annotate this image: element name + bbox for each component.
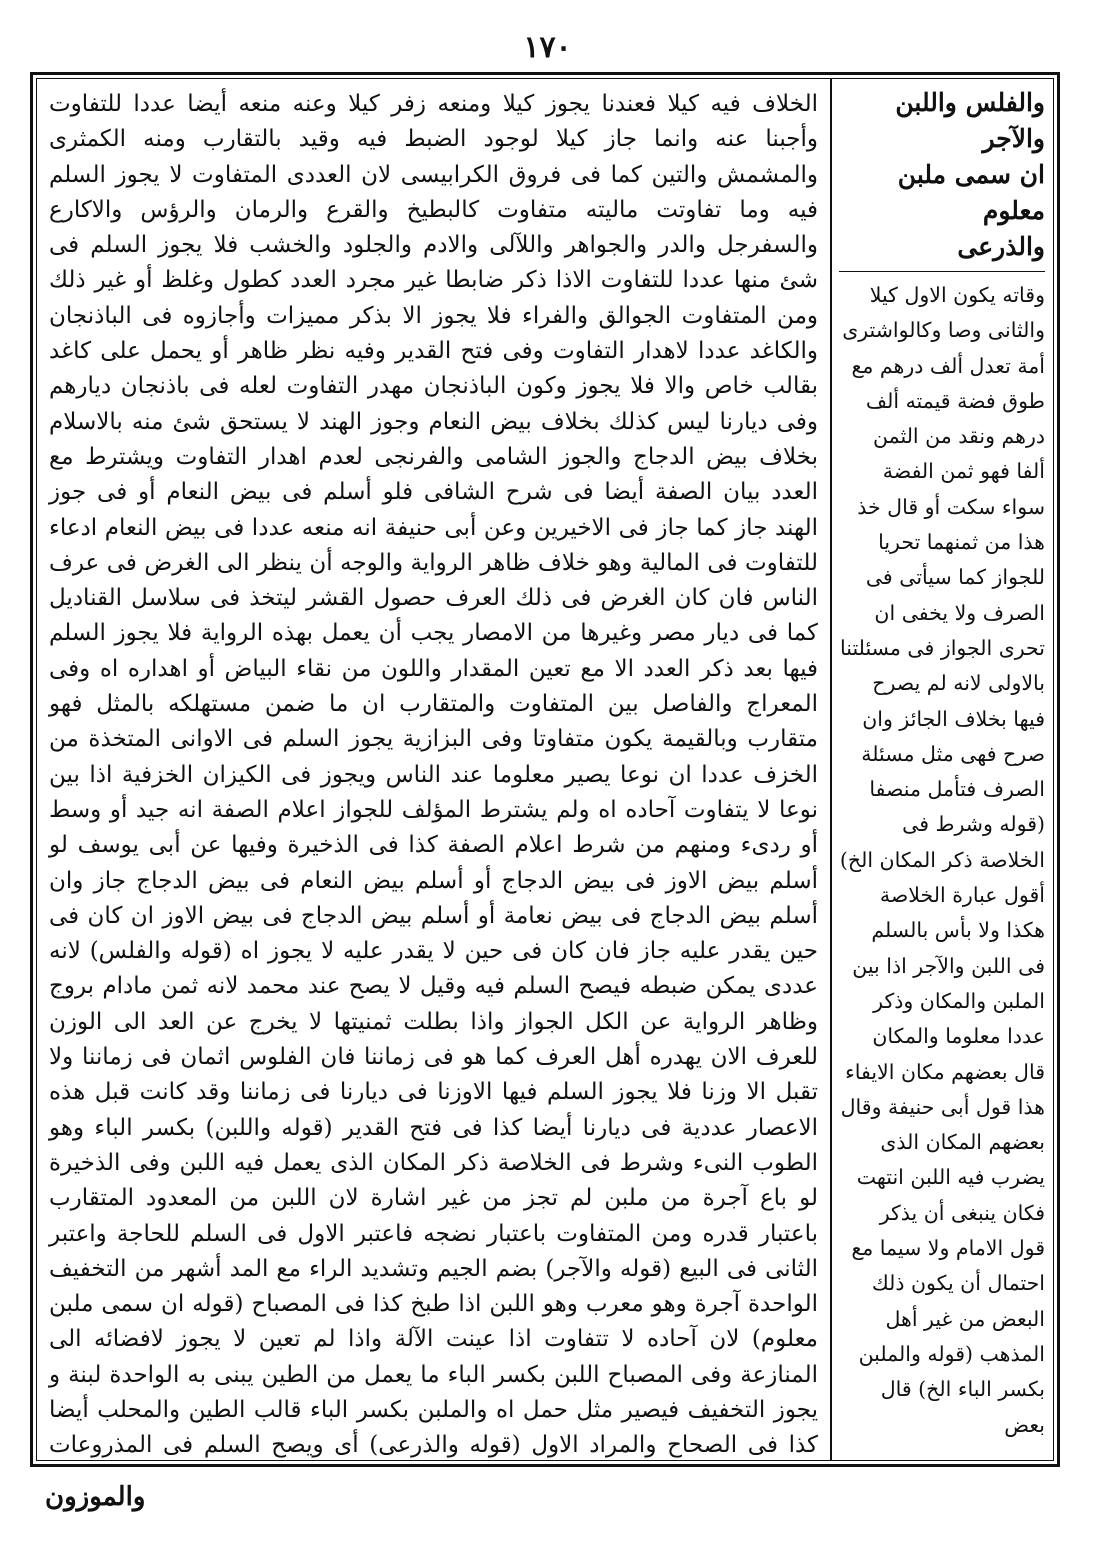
page-number: ١٧٠ (523, 30, 572, 65)
marginal-gloss-text: وقاته يكون الاول كيلا والثانى وصا وكالواشترى أمة تعدل ألف درهم مع طوق فضة قيمته ألف درهم ونقد من الثمن ألفا فهو ثمن الفضة سواء سكت أو قال خذ هذا من ثمنهما تحريا للجواز كما سيأتى فى الصرف ولا يخفى ان تحرى الجواز فى مسئلتنا بالاولى لانه لم يصرح فيها بخلاف الجائز وان صرح فهى مثل مسئلة الصرف فتأمل منصفا (قوله وشرط فى الخلاصة ذكر المكان الخ) أقول عبارة الخلاصة هكذا ولا بأس بالسلم فى اللبن والآجر اذا بين الملبن والمكان وذكر عددا معلوما والمكان قال بعضهم مكان الايفاء هذا قول أبى حنيفة وقال بعضهم المكان الذى يضرب فيه اللبن انتهت فكان ينبغى أن يذكر قول الامام ولا سيما مع احتمال أن يكون ذلك البعض من غير أهل المذهب (قوله والملبن بكسر الباء الخ) قال بعض (839, 283, 1045, 1437)
main-commentary-column (37, 79, 832, 1460)
matn-heading-line: والفلس واللبن والآجر (895, 88, 1045, 153)
page-frame-inner (36, 78, 1054, 1461)
matn-heading-line: ان سمى ملبن معلوم (897, 160, 1045, 225)
matn-heading (839, 85, 1045, 272)
marginal-gloss-body (839, 278, 1045, 1443)
main-commentary-text: الخلاف فيه كيلا فعندنا يجوز كيلا ومنعه زفر كيلا وعنه منعه أيضا عددا للتفاوت وأجبنا عنه وانما جاز كيلا لوجود الضبط فيه وقيد بالتقارب ومنه الكمثرى والمشمش والتين كما فى فروق الكرابيسى لان العددى المتفاوت لا يجوز السلم فيه وما تفاوتت ماليته متفاوت كالبطيخ والقرع والرمان والرؤس والاكارع والسفرجل والدر والجواهر واللآلى والادم والجلود والخشب فلا يجوز السلم فى شئ منها عددا للتفاوت الاذا ذكر ضابطا غير مجرد العدد كطول وغلظ أو غير ذلك ومن المتفاوت الجوالق والفراء فلا يجوز الا بذكر مميزات وأجازوه فى الباذنجان والكاغد عددا لاهدار التفاوت وفى فتح القدير وفيه نظر ظاهر أو يحمل على كاغد بقالب خاص والا فلا يجوز وكون الباذنجان مهدر التفاوت لعله فى باذنجان ديارهم وفى ديارنا ليس كذلك بخلاف بيض النعام وجوز الهند لا يستحق شئ منه بالاسلام بخلاف بيض الدجاج والجوز الشامى والفرنجى لعدم اهدار التفاوت ويشترط مع العدد بيان الصفة أيضا فى شرح الشافى فلو أسلم فى بيض النعام أو فى جوز الهند جاز كما جاز فى الاخيرين وعن أبى حنيفة انه منعه عددا فى بيض النعام ادعاء للتفاوت فى المالية وهو خلاف ظاهر الرواية والوجه أن ينظر الى الغرض فى عرف الناس فان كان الغرض فى ذلك العرف حصول القشر ليتخذ فى سلاسل القناديل كما فى ديار مصر وغيرها من الامصار يجب أن يعمل بهذه الرواية فلا يجوز السلم فيها بعد ذكر العدد الا مع تعين المقدار واللون من نقاء البياض أو اهداره اه وفى المعراج والفاصل بين المتفاوت والمتقارب ان ما ضمن مستهلكه بالمثل فهو متقارب وبالقيمة يكون متفاوتا وفى البزازية يجوز السلم فى الاوانى المتخذة من الخزف عددا ان نوعا يصير معلوما عند الناس ويجوز فى الكيزان الخزفية اذا بين نوعا لا يتفاوت آحاده اه ولم يشترط المؤلف للجواز اعلام الصفة انه جيد أو وسط أو ردىء ومنهم من شرط اعلام الصفة كذا فى الذخيرة وفيها عن أبى يوسف لو أسلم بيض الاوز فى بيض الدجاج أو أسلم بيض النعام فى بيض الدجاج جاز وان أسلم بيض الدجاج فى بيض نعامة أو أسلم بيض الدجاج فى بيض الاوز ان كان فى حين يقدر عليه جاز فان كان فى حين لا يقدر عليه لا يجوز اه (قوله والفلس) لانه عددى يمكن ضبطه فيصح السلم فيه وقيل لا يصح عند محمد لانه ثمن مادام بروج وظاهر الرواية عن الكل الجواز واذا بطلت ثمنيتها لا يخرج عن العد الى الوزن للعرف الان يهدره أهل العرف كما هو فى زماننا فان الفلوس اثمان فى زماننا ولا تقبل الا وزنا فلا يجوز السلم فيها الاوزنا فى ديارنا فى زماننا وقد كانت قبل هذه الاعصار عددية فى ديارنا أيضا كذا فى فتح القدير (قوله واللبن) بكسر الباء وهو الطوب النىء وشرط فى الخلاصة ذكر المكان الذى يعمل فيه اللبن وفى الذخيرة لو باع آجرة من ملبن لم تجز من غير اشارة لان اللبن من المعدود المتقارب باعتبار قدره ومن المتفاوت باعتبار نضجه فاعتبر الاول فى السلم للحاجة واعتبر الثانى فى البيع (قوله والآجر) بضم الجيم وتشديد الراء مع المد أشهر من التخفيف الواحدة آجرة وهو معرب وهو اللبن اذا طبخ كذا فى المصباح (قوله ان سمى ملبن معلوم) لان آحاده لا تتفاوت اذا عينت الآلة واذا لم تعين لا يجوز لافضائه الى المنازعة وفى المصباح اللبن بكسر الباء ما يعمل من الطين يبنى به الواحدة لبنة و يجوز التخفيف فيصير مثل حمل اه والملبن بكسر الباء قالب الطين والمحلب أيضا كذا فى الصحاح والمراد الاول (قوله والذرعى) أى ويصح السلم فى المذروعات (49, 91, 818, 1459)
marginal-gloss-column (833, 79, 1053, 1460)
page-frame (30, 72, 1060, 1467)
matn-heading-line: والذرعى (957, 232, 1045, 261)
catchword: والموزون (45, 1482, 146, 1512)
